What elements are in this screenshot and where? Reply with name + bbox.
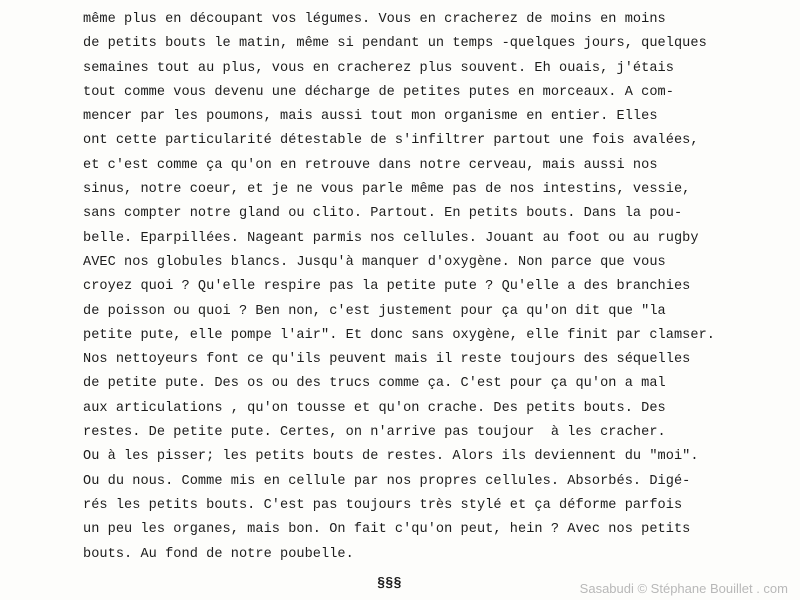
text-line: Ou du nous. Comme mis en cellule par nos propres cellules. Absorbés. Digé-: [83, 473, 691, 489]
text-line: bouts. Au fond de notre poubelle.: [83, 546, 354, 562]
text-line: semaines tout au plus, vous en cracherez plus souvent. Eh ouais, j'étais: [83, 60, 674, 76]
text-line: Nos nettoyeurs font ce qu'ils peuvent mais il reste toujours des séquelles: [83, 352, 691, 368]
text-line: un peu les organes, mais bon. On fait c'qu'on peut, hein ? Avec nos petits: [83, 522, 691, 538]
text-line: restes. De petite pute. Certes, on n'arrive pas toujour à les cracher.: [83, 425, 666, 441]
text-line: rés les petits bouts. C'est pas toujours très stylé et ça déforme parfois: [83, 497, 683, 513]
text-line: Ou à les pisser; les petits bouts de restes. Alors ils deviennent du "moi".: [83, 449, 699, 465]
section-end-mark: §§§: [377, 577, 402, 592]
copyright-watermark: Sasabudi © Stéphane Bouillet . com: [579, 581, 788, 596]
text-line: tout comme vous devenu une décharge de petites putes en morceaux. A com-: [83, 84, 674, 100]
text-line: ont cette particularité détestable de s'infiltrer partout une fois avalées,: [83, 133, 699, 149]
text-line: petite pute, elle pompe l'air". Et donc sans oxygène, elle finit par clamser.: [83, 327, 715, 343]
text-line: mencer par les poumons, mais aussi tout mon organisme en entier. Elles: [83, 109, 658, 125]
text-line: même plus en découpant vos légumes. Vous en cracherez de moins en moins: [83, 12, 666, 27]
text-line: aux articulations , qu'on tousse et qu'on crache. Des petits bouts. Des: [83, 400, 666, 416]
text-line: AVEC nos globules blancs. Jusqu'à manquer d'oxygène. Non parce que vous: [83, 254, 666, 270]
text-line: belle. Eparpillées. Nageant parmis nos cellules. Jouant au foot ou au rugby: [83, 230, 699, 246]
text-line: sinus, notre coeur, et je ne vous parle même pas de nos intestins, vessie,: [83, 182, 691, 198]
text-line: sans compter notre gland ou clito. Partout. En petits bouts. Dans la pou-: [83, 206, 683, 222]
text-line: et c'est comme ça qu'on en retrouve dans notre cerveau, mais aussi nos: [83, 157, 658, 173]
text-line: de petite pute. Des os ou des trucs comme ça. C'est pour ça qu'on a mal: [83, 376, 666, 392]
typewritten-text: [83, 8, 783, 567]
text-line: de poisson ou quoi ? Ben non, c'est justement pour ça qu'on dit que "la: [83, 303, 666, 319]
text-line: de petits bouts le matin, même si pendant un temps -quelques jours, quelques: [83, 36, 707, 52]
text-line: croyez quoi ? Qu'elle respire pas la petite pute ? Qu'elle a des branchies: [83, 279, 691, 295]
